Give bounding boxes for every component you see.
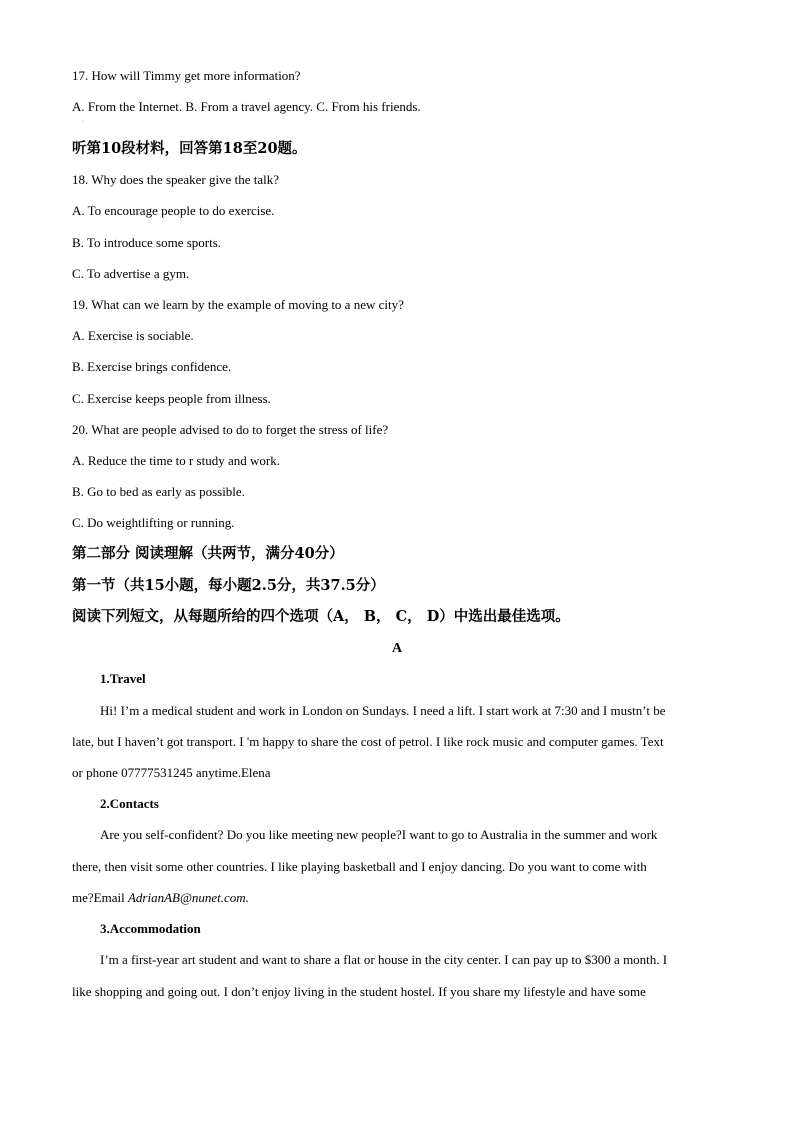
ad2-line-2: there, then visit some other countries. I like playing basketball and I enjoy dancing. Do you want to come with: [72, 859, 647, 874]
ad2-heading: 2.Contacts: [100, 796, 159, 811]
ad3-line-2: like shopping and going out. I don’t enjoy living in the student hostel. If you share my lifestyle and have some: [72, 984, 646, 999]
section-10-heading: 听第10段材料，回答第18至20题。: [72, 140, 307, 157]
ad1-line-1: Hi! I’m a medical student and work in London on Sundays. I need a lift. I start work at 7:30 and I mustn’t be: [100, 703, 666, 718]
stray-dot-mark: ·: [82, 119, 84, 125]
q19-option-a: A. Exercise is sociable.: [72, 328, 194, 343]
q17-question: 17. How will Timmy get more information?: [72, 68, 301, 83]
part2-title: 第二部分 阅读理解（共两节，满分40分）: [72, 545, 344, 562]
q17-options: A. From the Internet. B. From a travel agency. C. From his friends.: [72, 99, 421, 114]
ad3-heading: 3.Accommodation: [100, 921, 201, 936]
part2-instruction: 阅读下列短文，从每题所给的四个选项（A， B， C， D）中选出最佳选项。: [72, 608, 570, 625]
q19-option-b: B. Exercise brings confidence.: [72, 359, 232, 374]
q18-question: 18. Why does the speaker give the talk?: [72, 172, 279, 187]
q20-option-c: C. Do weightlifting or running.: [72, 515, 235, 530]
ad3-line-1: I’m a first-year art student and want to share a flat or house in the city center. I can pay up to $300 a month. I: [100, 952, 668, 967]
ad2-email-link[interactable]: AdrianAB@nunet.com.: [127, 890, 249, 905]
ad1-line-3: or phone 07777531245 anytime.Elena: [72, 765, 271, 780]
ad2-line-1: Are you self-confident? Do you like meeting new people?I want to go to Australia in the summer and work: [100, 827, 658, 842]
q20-option-a: A. Reduce the time to r study and work.: [72, 453, 280, 468]
ad1-heading: 1.Travel: [100, 671, 146, 686]
q18-option-a: A. To encourage people to do exercise.: [72, 203, 275, 218]
q18-option-b: B. To introduce some sports.: [72, 235, 222, 250]
ad2-line-3: [72, 890, 249, 906]
ad2-email-prefix: me?Email: [72, 890, 128, 905]
ad1-line-2: late, but I haven’t got transport. I 'm happy to share the cost of petrol. I like rock music and computer games. Text: [72, 734, 664, 749]
q19-question: 19. What can we learn by the example of moving to a new city?: [72, 297, 404, 312]
passage-letter: A: [391, 641, 403, 656]
q20-option-b: B. Go to bed as early as possible.: [72, 484, 245, 499]
q20-question: 20. What are people advised to do to forget the stress of life?: [72, 422, 389, 437]
q19-option-c: C. Exercise keeps people from illness.: [72, 391, 271, 406]
q18-option-c: C. To advertise a gym.: [72, 266, 190, 281]
part2-section1: 第一节（共15小题，每小题2.5分，共37.5分）: [72, 577, 385, 594]
